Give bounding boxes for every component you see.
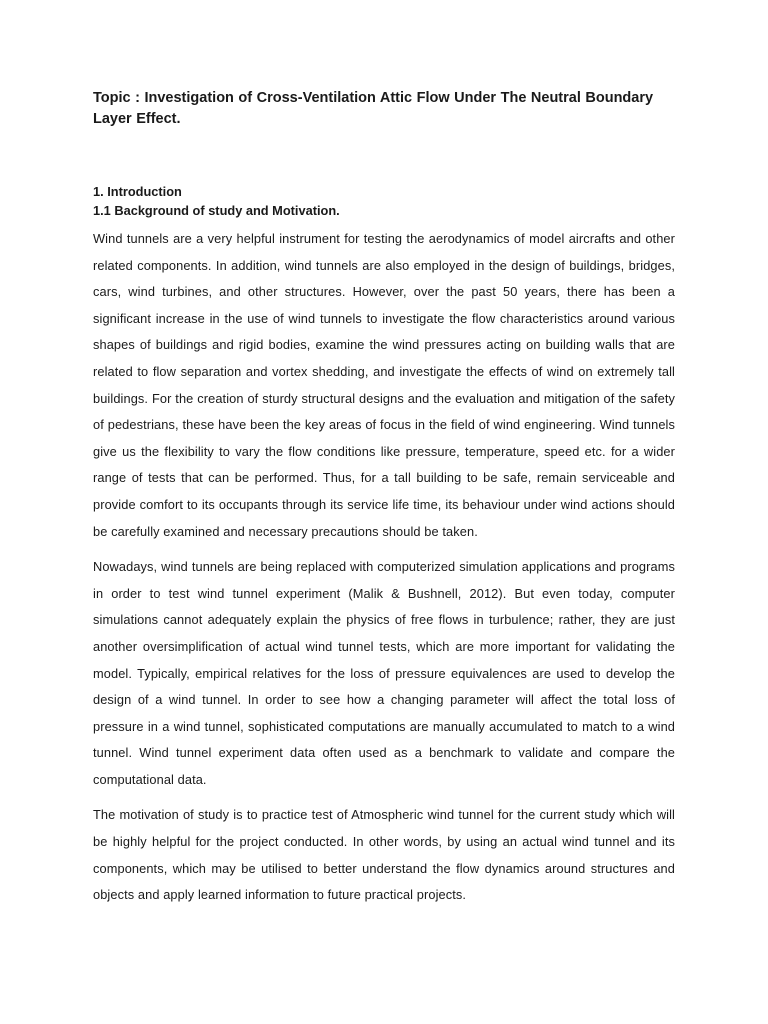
section-heading: 1. Introduction bbox=[93, 184, 182, 199]
body-paragraph-2: Nowadays, wind tunnels are being replaced with computerized simulation applications and programs in order to test wind tunnel experiment (Malik & Bushnell, 2012). But even today, computer simulations cannot adequately explain the physics of free flows in turbulence; rather, they are just another oversimplification of actual wind tunnel tests, which are more important for validating the model. Typically, empirical relatives for the loss of pressure equivalences are used to develop the design of a wind tunnel. In order to see how a changing parameter will affect the total loss of pressure in a wind tunnel, sophisticated computations are manually accumulated to match to a wind tunnel. Wind tunnel experiment data often used as a benchmark to validate and compare the computational data. bbox=[93, 559, 675, 787]
subsection-heading: 1.1 Background of study and Motivation. bbox=[93, 203, 340, 218]
document-topic-title: Topic : Investigation of Cross-Ventilation Attic Flow Under The Neutral Boundary Layer Effect. bbox=[93, 90, 654, 127]
introduction-section bbox=[93, 182, 675, 909]
body-paragraph-1: Wind tunnels are a very helpful instrument for testing the aerodynamics of model aircrafts and other related components. In addition, wind tunnels are also employed in the design of buildings, bridges, cars, wind turbines, and other structures. However, over the past 50 years, there has been a significant increase in the use of wind tunnels to investigate the flow characteristics around various shapes of buildings and rigid bodies, examine the wind pressures acting on building walls that are related to flow separation and vortex shedding, and investigate the effects of wind on extremely tall buildings. For the creation of sturdy structural designs and the evaluation and mitigation of the safety of pedestrians, these have been the key areas of focus in the field of wind engineering. Wind tunnels give us the flexibility to vary the flow conditions like pressure, temperature, speed etc. for a wider range of tests that can be performed. Thus, for a tall building to be safe, remain serviceable and provide comfort to its occupants through its service life time, its behaviour under wind actions should be carefully examined and necessary precautions should be taken. bbox=[93, 231, 675, 539]
document-page bbox=[93, 88, 675, 909]
body-paragraph-3: The motivation of study is to practice test of Atmospheric wind tunnel for the current study which will be highly helpful for the project conducted. In other words, by using an actual wind tunnel and its components, which may be utilised to better understand the flow dynamics around structures and objects and apply learned information to future practical projects. bbox=[93, 807, 675, 903]
